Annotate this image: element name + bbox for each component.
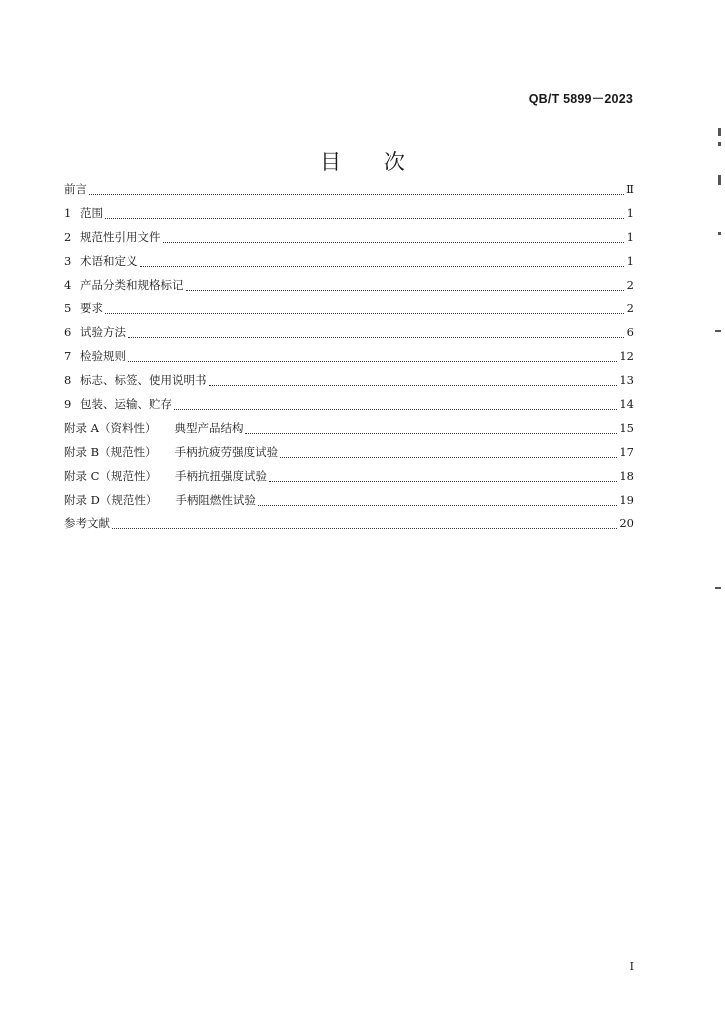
toc-entry-label: 包装、运输、贮存	[80, 397, 172, 412]
scan-artifact	[718, 142, 721, 146]
toc-entry-label: 前言	[64, 182, 87, 196]
table-of-contents	[64, 178, 634, 536]
toc-entry[interactable]	[64, 441, 634, 465]
toc-entry-number: 1	[64, 205, 72, 220]
toc-dot-leader	[186, 281, 625, 293]
toc-entry[interactable]	[64, 417, 634, 441]
toc-entry-number: 8	[64, 373, 72, 388]
toc-entry-page: 12	[619, 349, 634, 364]
toc-entry[interactable]	[64, 274, 634, 298]
toc-entry-label: 标志、标签、使用说明书	[80, 373, 207, 388]
scan-artifact	[715, 587, 721, 589]
scan-artifact	[715, 330, 721, 332]
toc-entry[interactable]	[64, 321, 634, 345]
toc-entry[interactable]	[64, 393, 634, 417]
toc-entry-page: 20	[619, 516, 634, 531]
toc-entry-page: 1	[626, 229, 634, 244]
toc-entry-page: 13	[619, 373, 634, 388]
toc-entry-label: 附录 B（规范性）	[64, 444, 157, 459]
toc-entry-label: 要求	[80, 301, 103, 316]
toc-entry-label: 范围	[80, 205, 103, 220]
toc-entry-page: 2	[626, 277, 634, 292]
toc-entry-label: 附录 A（资料性）	[64, 420, 157, 435]
toc-entry-label: 规范性引用文件	[80, 229, 161, 244]
toc-entry-number: 7	[64, 349, 72, 364]
toc-entry-page: 15	[619, 420, 634, 435]
toc-dot-leader	[112, 519, 617, 531]
scan-artifact	[718, 128, 721, 136]
toc-entry[interactable]	[64, 297, 634, 321]
toc-dot-leader	[258, 496, 617, 508]
toc-entry[interactable]	[64, 369, 634, 393]
toc-entry-page: 18	[619, 468, 634, 483]
toc-entry-page: 1	[626, 253, 634, 268]
toc-entry-page: 14	[619, 397, 634, 412]
toc-entry-label: 产品分类和规格标记	[80, 277, 184, 292]
toc-dot-leader	[89, 185, 624, 197]
toc-entry-number: 3	[64, 253, 72, 268]
toc-dot-leader	[105, 304, 624, 316]
toc-entry[interactable]	[64, 489, 634, 513]
toc-entry-page: Ⅱ	[626, 182, 634, 196]
toc-dot-leader	[280, 448, 617, 460]
toc-entry-subtitle: 手柄阻燃性试验	[175, 492, 256, 507]
toc-entry-page: 6	[626, 325, 634, 340]
toc-entry-number: 5	[64, 301, 72, 316]
toc-dot-leader	[128, 352, 617, 364]
toc-entry[interactable]	[64, 250, 634, 274]
scan-artifact	[718, 232, 721, 235]
toc-dot-leader	[105, 209, 624, 221]
toc-entry[interactable]	[64, 345, 634, 369]
toc-dot-leader	[209, 376, 618, 388]
toc-entry-number: 2	[64, 229, 72, 244]
toc-entry-label: 附录 D（规范性）	[64, 492, 158, 507]
toc-entry-subtitle: 手柄抗扭强度试验	[174, 468, 267, 483]
toc-dot-leader	[140, 257, 625, 269]
toc-entry[interactable]	[64, 202, 634, 226]
toc-dot-leader	[269, 472, 617, 484]
toc-entry[interactable]	[64, 178, 634, 202]
toc-entry[interactable]	[64, 512, 634, 536]
standard-code: QB/T 5899－2023	[528, 92, 633, 106]
toc-dot-leader	[174, 400, 617, 412]
page-title: 目 次	[320, 150, 423, 174]
page-number: Ⅰ	[629, 960, 634, 973]
toc-entry-subtitle: 手柄抗疲劳强度试验	[174, 444, 279, 459]
toc-entry-page: 1	[626, 205, 634, 220]
toc-entry-subtitle: 典型产品结构	[174, 420, 244, 435]
toc-entry-page: 17	[619, 444, 634, 459]
toc-entry[interactable]	[64, 465, 634, 489]
toc-dot-leader	[128, 328, 624, 340]
toc-dot-leader	[163, 233, 625, 245]
toc-entry-label: 参考文献	[64, 516, 110, 531]
toc-entry-page: 19	[619, 492, 634, 507]
toc-dot-leader	[245, 424, 617, 436]
toc-entry-page: 2	[626, 301, 634, 316]
toc-entry-number: 9	[64, 397, 72, 412]
scan-artifact	[718, 175, 721, 185]
toc-entry-number: 6	[64, 325, 72, 340]
toc-entry-label: 附录 C（规范性）	[64, 468, 157, 483]
toc-entry-label: 检验规则	[80, 349, 126, 364]
toc-entry[interactable]	[64, 226, 634, 250]
toc-entry-label: 术语和定义	[80, 253, 138, 268]
toc-entry-label: 试验方法	[80, 325, 126, 340]
toc-entry-number: 4	[64, 277, 72, 292]
